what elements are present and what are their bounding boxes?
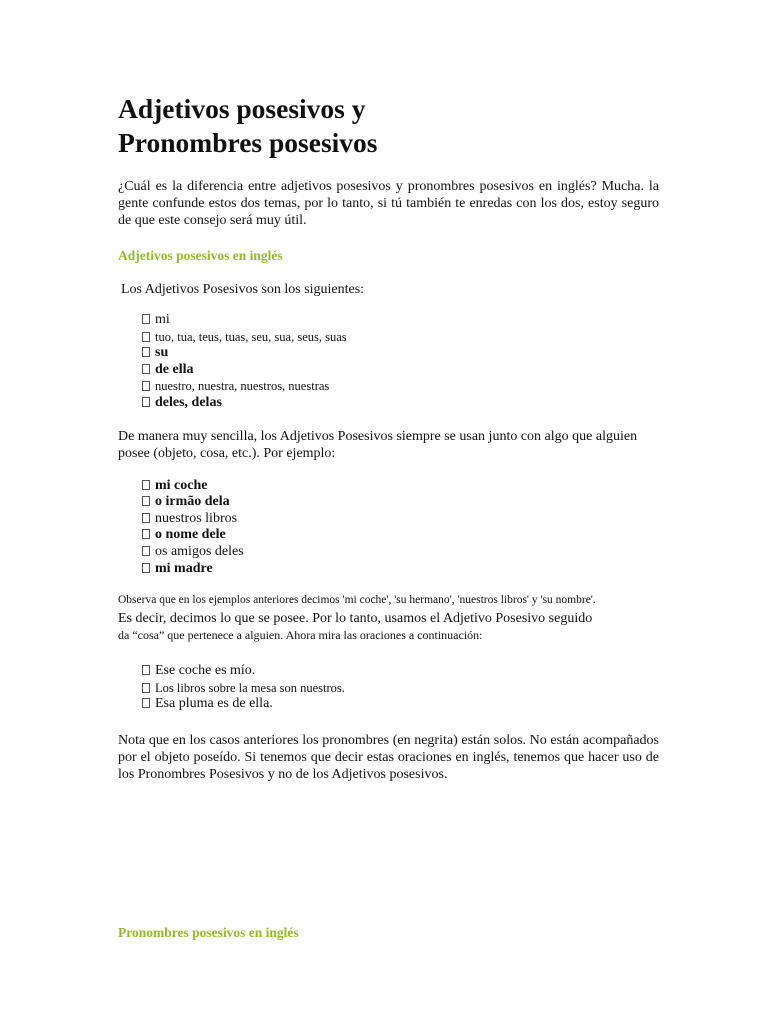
- list-item: Los libros sobre la mesa son nuestros.: [142, 680, 659, 697]
- title-line-2: Pronombres posesivos: [118, 127, 378, 158]
- summary-paragraph-main: Es decir, decimos lo que se posee. Por lo tanto, usamos el Adjetivo Posesivo seguido: [118, 611, 593, 627]
- box-bullet-icon: [142, 683, 150, 693]
- list-item: os amigos deles: [142, 544, 659, 561]
- box-bullet-icon: [142, 381, 150, 391]
- list-item: deles, delas: [142, 395, 659, 412]
- examples-list: [118, 478, 659, 578]
- pronouns-note-paragraph: Nota que en los casos anteriores los pronombres (en negrita) están solos. No están acompañados por el objeto poseído. Si tenemos que decir estas oraciones en inglés, tenemos que hacer uso de los Pronombres Posesivos y no de los Adjetivos posesivos.: [118, 732, 659, 782]
- adjetivos-list: [118, 312, 659, 412]
- list-item: nuestro, nuestra, nuestros, nuestras: [142, 378, 659, 395]
- box-bullet-icon: [142, 397, 150, 407]
- adjetivos-lead: Los Adjetivos Posesivos son los siguientes:: [121, 282, 365, 297]
- list-item: de ella: [142, 362, 659, 379]
- section-heading-adjetivos: Adjetivos posesivos en inglés: [118, 248, 283, 263]
- page-title: [118, 92, 659, 160]
- box-bullet-icon: [142, 332, 150, 342]
- list-item: mi: [142, 312, 659, 329]
- box-bullet-icon: [142, 314, 150, 324]
- list-item: mi coche: [142, 478, 659, 495]
- box-bullet-icon: [142, 546, 150, 556]
- title-line-1: Adjetivos posesivos y: [118, 93, 366, 124]
- box-bullet-icon: [142, 496, 150, 506]
- list-item: o nome dele: [142, 527, 659, 544]
- list-item: Esa pluma es de ella.: [142, 696, 659, 713]
- list-item: nuestros libros: [142, 511, 659, 528]
- explanation-paragraph: De manera muy sencilla, los Adjetivos Posesivos siempre se usan junto con algo que alguien posee (objeto, cosa, etc.). Por ejemplo:: [118, 428, 638, 461]
- box-bullet-icon: [142, 480, 150, 490]
- box-bullet-icon: [142, 563, 150, 573]
- summary-paragraph-small: da “cosa” que pertenece a alguien. Ahora mira las oraciones a continuación:: [118, 628, 483, 643]
- list-item: mi madre: [142, 561, 659, 578]
- section-heading-pronombres: Pronombres posesivos en inglés: [118, 925, 299, 940]
- box-bullet-icon: [142, 364, 150, 374]
- box-bullet-icon: [142, 665, 150, 675]
- list-item: tuo, tua, teus, tuas, seu, sua, seus, suas: [142, 329, 659, 346]
- document-page: [118, 92, 659, 940]
- box-bullet-icon: [142, 529, 150, 539]
- box-bullet-icon: [142, 347, 150, 357]
- intro-paragraph: ¿Cuál es la diferencia entre adjetivos posesivos y pronombres posesivos en inglés? Mucha. la gente confunde estos dos temas, por lo tanto, si tú también te enredas con los dos, estoy seguro de que este consejo será muy útil.: [118, 179, 659, 228]
- note-paragraph: Observa que en los ejemplos anteriores decimos 'mi coche', 'su hermano', 'nuestros libros' y 'su nombre'.: [118, 594, 596, 607]
- box-bullet-icon: [142, 698, 150, 708]
- sentences-list: [118, 663, 659, 713]
- list-item: Ese coche es mío.: [142, 663, 659, 680]
- list-item: su: [142, 345, 659, 362]
- list-item: o irmão dela: [142, 494, 659, 511]
- box-bullet-icon: [142, 513, 150, 523]
